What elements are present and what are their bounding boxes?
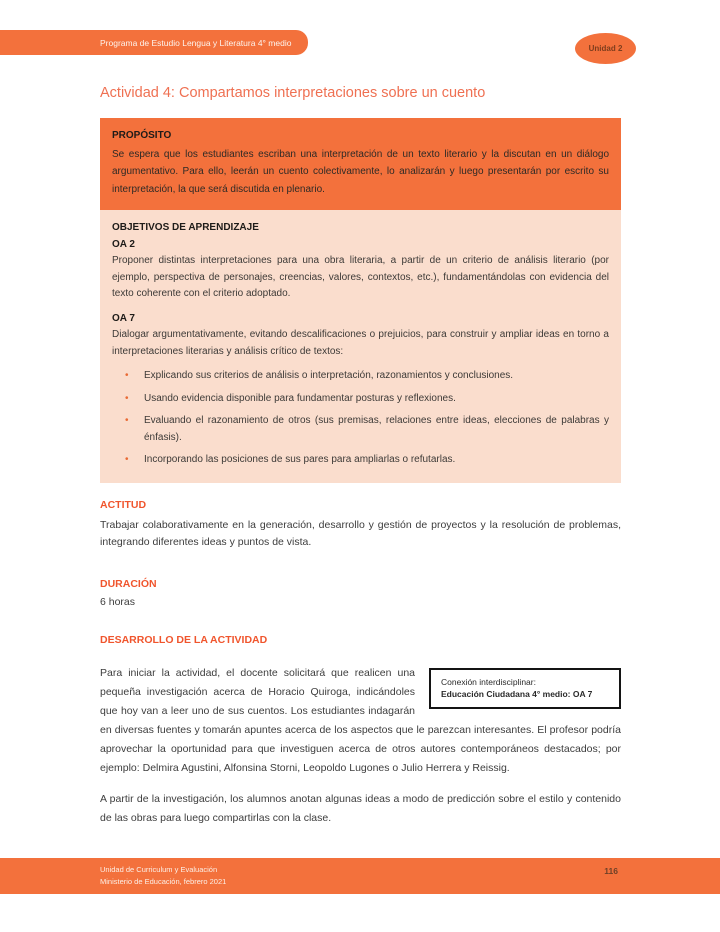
activity-title: Actividad 4: Compartamos interpretaciones sobre un cuento [100, 85, 486, 101]
footer-text [100, 864, 226, 887]
footer-line-1: Unidad de Curriculum y Evaluación [100, 865, 218, 874]
oa7-text: Dialogar argumentativamente, evitando descalificaciones o prejuicios, para construir y ampliar ideas en torno a interpretaciones literarias y análisis crítico de textos: [112, 329, 609, 357]
development-heading: DESARROLLO DE LA ACTIVIDAD [100, 633, 268, 646]
list-item: • Evaluando el razonamiento de otros (sus premisas, relaciones entre ideas, elecciones de palabras y énfasis). [112, 413, 609, 446]
page-number: 116 [604, 866, 618, 876]
footer-bar [0, 858, 720, 894]
development-paragraph-2: A partir de la investigación, los alumnos anotan algunas ideas a modo de predicción sobre el estilo y contenido de las obras para luego compartirlas con la clase. [100, 792, 621, 824]
program-header-bar [0, 30, 308, 55]
duration-heading: DURACIÓN [100, 577, 157, 590]
attitude-heading: ACTITUD [100, 498, 147, 511]
footer-line-2: Ministerio de Educación, febrero 2021 [100, 876, 227, 886]
duration-value: 6 horas [100, 595, 136, 608]
oa7-bullet-list [112, 368, 609, 469]
unit-badge [575, 33, 636, 64]
list-item: • Incorporando las posiciones de sus pares para ampliarlas o refutarlas. [112, 452, 609, 469]
program-title: Programa de Estudio Lengua y Literatura 4° medio [100, 37, 292, 48]
development-paragraph-1-text: Para iniciar la actividad, el docente solicitará que realicen una pequeña investigación acerca de Horacio Quiroga, indicándoles que hoy van a leer uno de sus cuentos. Los estudiantes indagarán en diversas fuentes y tomarán apuntes acerca de los aspectos que le parezcan interesantes. El profesor podría aprovechar la oportunidad para que investiguen acerca de otros autores contemporáneos destacados; por ejemplo: Delmira Agustini, Alfonsina Storni, Leopoldo Lugones o Julio Herrera y Reissig. [100, 666, 621, 774]
oa7-label: OA 7 [112, 312, 135, 324]
page-content [100, 84, 621, 828]
purpose-heading: PROPÓSITO [112, 130, 172, 141]
connection-label: Conexión interdisciplinar: [441, 676, 536, 687]
oa2-text: Proponer distintas interpretaciones para una obra literaria, a partir de un criterio de análisis literario (por ejemplo, perspectiva de personajes, creencias, valores, contextos, etc.), fundamentándolas con evidencia del texto coherente con el criterio adoptado. [112, 255, 609, 299]
objectives-section [100, 210, 621, 483]
development-paragraph-1 [100, 664, 621, 778]
objectives-heading: OBJETIVOS DE APRENDIZAJE [112, 222, 259, 233]
purpose-section [100, 118, 621, 210]
oa2-label: OA 2 [112, 238, 135, 250]
purpose-body: Se espera que los estudiantes escriban una interpretación de un texto literario y la discutan en un diálogo argumentativo. Para ello, leerán un cuento colectivamente, lo analizarán y luego presentarán por escrito su interpretación, la que será discutida en plenario. [112, 148, 609, 195]
connection-value: Educación Ciudadana 4° medio: OA 7 [441, 689, 593, 699]
list-item: • Usando evidencia disponible para fundamentar posturas y reflexiones. [112, 391, 609, 408]
attitude-body: Trabajar colaborativamente en la generación, desarrollo y gestión de proyectos y la resolución de problemas, integrando diferentes ideas y puntos de vista. [100, 518, 621, 548]
purpose-objectives-box [100, 118, 621, 483]
interdisciplinary-connection-box [429, 668, 621, 709]
unit-badge-label: Unidad 2 [588, 44, 623, 53]
list-item: • Explicando sus criterios de análisis o interpretación, razonamientos y conclusiones. [112, 368, 609, 385]
